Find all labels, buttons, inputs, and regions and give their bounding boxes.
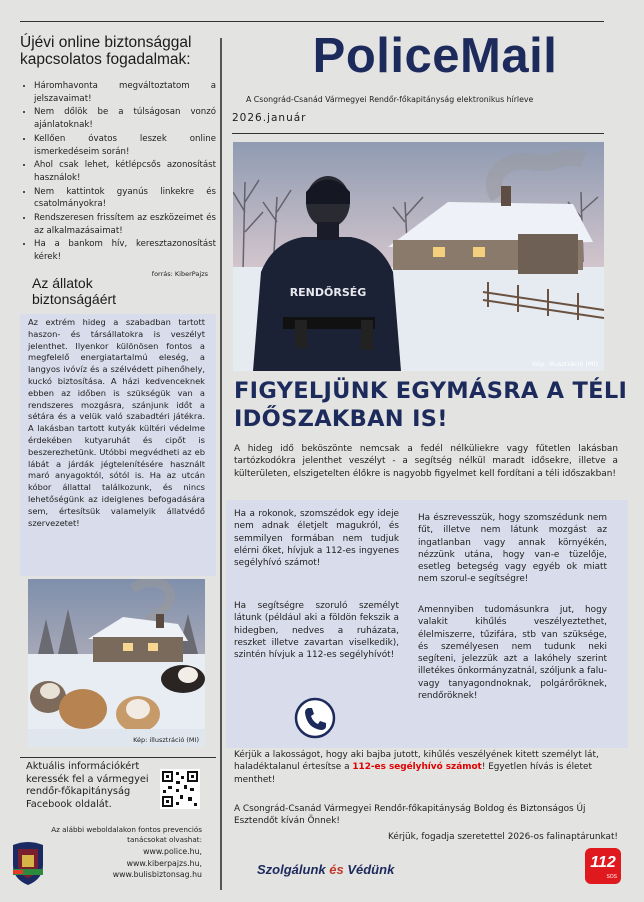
list-item: • Rendszeresen frissítem az eszközeimet és az alkalmazásaimat! bbox=[34, 212, 216, 237]
animals-title: Az állatok biztonságáért bbox=[32, 275, 117, 307]
call-text-pre: Kérjük a lakosságot, hogy aki bajba jutott, kihűlés veszélyének kitett személyt lát, haladéktalanul értesítse a bbox=[234, 750, 599, 773]
phone-icon bbox=[294, 697, 336, 739]
col2-paragraph2: Amennyiben tudomásunkra jut, hogy valakit kihűlés veszélyeztethet, élelmiszerre, tűzifára, stb van szüksége, és személyesen nem tudunk neki segíteni, jelezzük azt a lakóhely szerint illetékes önkormányzatnál, szóljunk a falu-vagy tanyagondnoknak, polgárőröknek, rendőröknek! bbox=[418, 605, 608, 702]
link-police[interactable]: www.police.hu, bbox=[143, 847, 202, 856]
police-crest bbox=[9, 839, 47, 887]
headline: FIGYELJÜNK EGYMÁSRA A TÉLI IDŐSZAKBAN IS! bbox=[234, 378, 628, 432]
resolutions-list bbox=[20, 80, 216, 264]
main-photo bbox=[233, 142, 604, 371]
links-list bbox=[90, 846, 202, 881]
animals-text: Az extrém hideg a szabadban tartott haszon- és társállatokra is veszélyt jelenthet. Ilyenkor különösen fontos a megfelelő energiatartalmú eleség, a langyos ivóvíz és a szélvédett pihenőhely, kuckó biztosítása. A házi kedvenceknek ebben az időben is szükségük van a rendszeres mozgásra, szánjunk időt a sétára és a velük való szabadtéri játékra. A lakásban tartott kutyák kültéri védelme érdekében kutyaruhát és cipőt is beszerezhetünk. Utóbbi megvédheti az eb lábát a járdák jégtelenítésére használt maró anyagoktól, sótól is. Ha az utcán kóbor állattal találkozunk, és nincs lehetőségünk az ideiglenes befogadására sem, értesítsük valamelyik állatvédő szervezetet! bbox=[28, 317, 205, 528]
issue-date: 2026.január bbox=[232, 112, 307, 124]
photo-caption: Kép: illusztráció (MI) bbox=[532, 360, 598, 368]
col1-paragraph1: Ha a rokonok, szomszédok egy ideje nem adnak életjelt magukról, és semmilyen formában nem tudjuk elérni őket, hívjuk a 112-es ingyenes segélyhívó számot! bbox=[234, 509, 399, 569]
info-rule bbox=[20, 757, 216, 758]
list-item: • Ahol csak lehet, kétlépcsős azonosítást használok! bbox=[34, 159, 216, 184]
top-rule bbox=[20, 21, 604, 22]
call-paragraph bbox=[234, 749, 618, 786]
intro-paragraph: A hideg idő beköszönte nemcsak a fedél nélküliekre vagy fűtetlen lakásban tartózkodókra jelenthet veszélyt - a segítség nélkül maradt idősekre, illetve a külterületen, elszigetelten élőkre is nagyobb figyelmet kell fordítani a téli időszakban! bbox=[234, 444, 618, 479]
calendar-note: Kérjük, fogadja szeretettel 2026-os falinaptárunkat! bbox=[388, 832, 618, 842]
badge-sub: SOS bbox=[606, 874, 617, 880]
photo-caption: Kép: illusztráció (MI) bbox=[133, 736, 199, 744]
call-text-post: ! Egyetlen hívás is életet menthet! bbox=[234, 762, 592, 785]
new-year-wish: A Csongrád-Csanád Vármegyei Rendőr-főkapitányság Boldog és Biztonságos Új Esztendőt kíván Önnek! bbox=[234, 804, 586, 827]
links-intro: Az alábbi weboldalakon fontos prevenciós tanácsokat olvashat: bbox=[51, 825, 202, 844]
emergency-number-text: 112-es segélyhívó számot bbox=[352, 762, 482, 773]
list-item: • Nem dőlök be a túlságosan vonzó ajánlatoknak! bbox=[34, 106, 216, 131]
list-item: • Kellően óvatos leszek online ismerkedéseim során! bbox=[34, 133, 216, 158]
animals-photo bbox=[28, 579, 205, 747]
list-item: • Ha a bankom hív, keresztazonosítást kérek! bbox=[34, 238, 216, 263]
link-kiberpajzs[interactable]: www.kiberpajzs.hu, bbox=[126, 858, 202, 868]
slogan-word-2: Védünk bbox=[347, 862, 395, 877]
link-bulisbiztonsag[interactable]: www.bulisbiztonsag.hu bbox=[112, 870, 202, 880]
resolutions-title: Újévi online biztonsággal kapcsolatos fogadalmak: bbox=[20, 34, 192, 68]
list-item: • Nem kattintok gyanús linkekre és csatolmányokra! bbox=[34, 186, 216, 211]
source-note: forrás: KiberPajzs bbox=[151, 269, 208, 278]
jacket-text: RENDŐRSÉG bbox=[289, 286, 367, 299]
col2-paragraph1: Ha észrevesszük, hogy szomszédunk nem fűt, illetve nem látunk mozgást az ingatlanban vagy annak környékén, nézzünk utána, hogy van-e tüzelője, esetleg betegség vagy egyéb ok miatt nem szorul-e segítségre! bbox=[418, 513, 607, 585]
left-column bbox=[20, 34, 216, 278]
slogan-amp: és bbox=[329, 862, 344, 877]
info-text: Aktuális információkért keressék fel a vármegyei rendőr-főkapitányság Facebook oldalát. bbox=[26, 761, 149, 810]
masthead-rule bbox=[232, 133, 604, 134]
emergency-112-badge bbox=[585, 848, 621, 884]
masthead-subtitle: A Csongrád-Csanád Vármegyei Rendőr-főkapitányság elektronikus hírleve bbox=[246, 95, 534, 104]
qr-code[interactable] bbox=[160, 769, 200, 809]
slogan-word-1: Szolgálunk bbox=[257, 862, 326, 877]
list-item: • Háromhavonta megváltoztatom a jelszavaimat! bbox=[34, 80, 216, 105]
column-divider bbox=[220, 38, 222, 890]
slogan-logo bbox=[257, 862, 394, 877]
badge-number: 112 bbox=[590, 854, 616, 871]
col1-paragraph2: Ha segítségre szoruló személyt látunk (például aki a földön fekszik a hidegben, nedves a ruházata, reszket illetve zavartan viselkedik), szintén hívjuk a 112-es segélyhívót! bbox=[234, 601, 399, 661]
masthead-title: PoliceMail bbox=[312, 29, 558, 83]
